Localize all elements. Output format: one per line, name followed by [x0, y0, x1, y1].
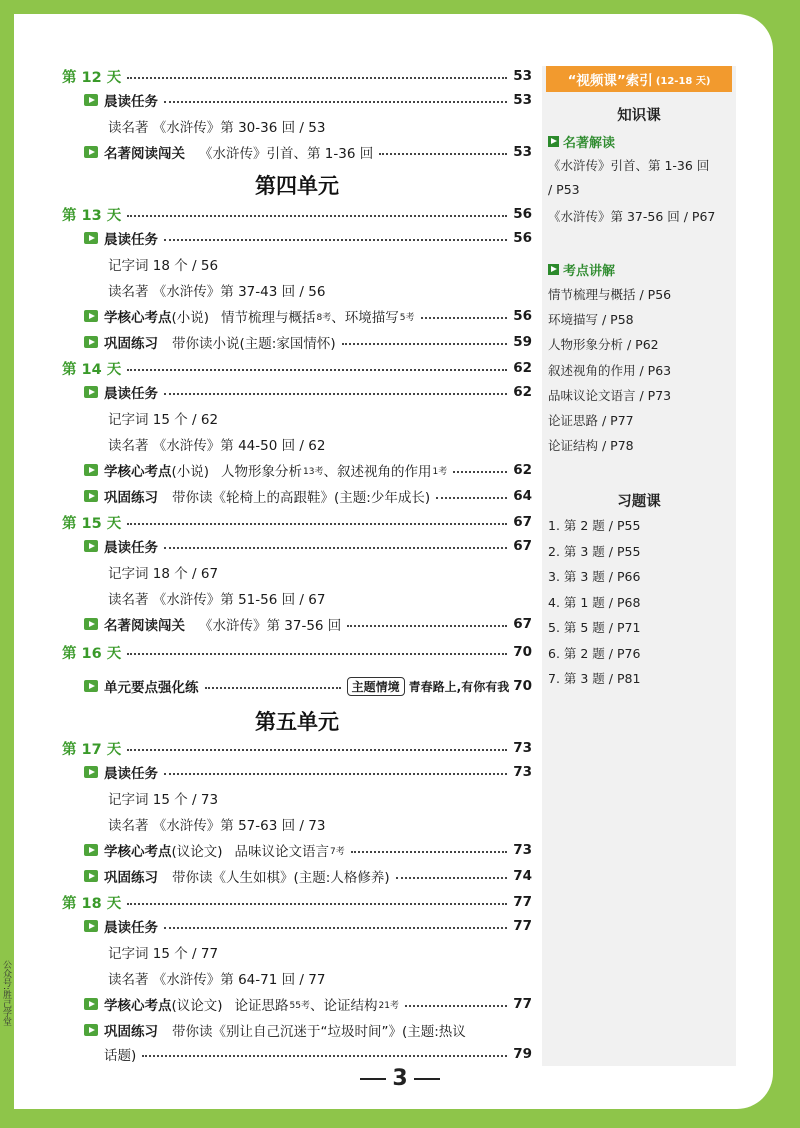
- day-title: 第 14 天: [62, 361, 122, 378]
- detail-text: 读名著 《水浒传》第 37-43 回 / 56: [108, 284, 326, 300]
- page-ref: 79: [513, 1046, 532, 1062]
- task-row[interactable]: [84, 226, 532, 250]
- play-icon: [84, 920, 98, 932]
- play-icon: [84, 232, 98, 244]
- leader-dots: [127, 653, 507, 655]
- page-ref: 74: [513, 868, 532, 884]
- task-genre: (小说): [171, 464, 210, 480]
- detail-row: [108, 406, 532, 430]
- topic-text: 情节梳理与概括: [221, 310, 316, 326]
- detail-row: [108, 114, 532, 138]
- detail-text: 记字词 15 个 / 77: [108, 946, 219, 962]
- task-row[interactable]: [84, 140, 532, 164]
- day-13-row[interactable]: [62, 202, 532, 226]
- page-ref: 77: [513, 894, 532, 910]
- detail-text: 读名著 《水浒传》第 30-36 回 / 53: [108, 120, 326, 136]
- page-ref: 56: [513, 230, 532, 246]
- detail-row: [108, 432, 532, 456]
- day-title: 第 17 天: [62, 741, 122, 758]
- leader-dots: [127, 749, 507, 751]
- index-item[interactable]: 品味议论文语言 / P73: [548, 388, 672, 403]
- index-item[interactable]: 1. 第 2 题 / P55: [548, 518, 641, 533]
- task-row[interactable]: [84, 458, 532, 482]
- exam-count: 13考: [303, 466, 324, 477]
- day-14-row[interactable]: [62, 356, 532, 380]
- index-item[interactable]: 4. 第 1 题 / P68: [548, 595, 641, 610]
- task-row[interactable]: [84, 914, 532, 938]
- page-ref: 59: [513, 334, 532, 350]
- play-icon: [84, 618, 98, 630]
- task-label: 晨读任务: [104, 232, 158, 248]
- exam-count: 1考: [432, 466, 448, 477]
- leader-dots: [164, 393, 507, 395]
- index-item[interactable]: 论证结构 / P78: [548, 438, 634, 453]
- index-item[interactable]: 3. 第 3 题 / P66: [548, 569, 641, 584]
- detail-text: 记字词 18 个 / 56: [108, 258, 219, 274]
- play-icon: [84, 146, 98, 158]
- theme-badge: 主题情境: [347, 677, 405, 696]
- leader-dots: [164, 101, 507, 103]
- task-label: 巩固练习: [104, 1024, 158, 1040]
- detail-row: [108, 940, 532, 964]
- leader-dots: [127, 369, 507, 371]
- leader-dots: [142, 1055, 507, 1057]
- leader-dots: [436, 497, 507, 499]
- divider: [360, 1078, 386, 1080]
- page-ref: 77: [513, 918, 532, 934]
- task-label: 学核心考点: [104, 310, 172, 326]
- unit-heading: 第五单元: [255, 709, 339, 734]
- index-title: “视频课”索引: [567, 73, 653, 89]
- exam-count: 21考: [378, 1000, 399, 1011]
- side-note: 公众号:胜己学堂: [1, 960, 11, 1027]
- index-item[interactable]: / P53: [548, 182, 580, 197]
- leader-dots: [164, 773, 507, 775]
- detail-text: 记字词 18 个 / 67: [108, 566, 219, 582]
- day-18-row[interactable]: [62, 890, 532, 914]
- play-icon: [84, 464, 98, 476]
- task-row[interactable]: [84, 534, 532, 558]
- topic-text: 、叙述视角的作用: [323, 464, 432, 480]
- detail-row: [108, 812, 532, 836]
- task-extra: 话题): [104, 1048, 137, 1064]
- play-icon: [84, 870, 98, 882]
- index-item[interactable]: 情节梳理与概括 / P56: [548, 287, 672, 302]
- leader-dots: [351, 851, 507, 853]
- detail-row: [108, 560, 532, 584]
- task-extra: 带你读《轮椅上的高跟鞋》(主题:少年成长): [172, 490, 431, 506]
- task-row[interactable]: [84, 992, 532, 1016]
- day-title: 第 16 天: [62, 645, 122, 662]
- detail-text: 读名著 《水浒传》第 51-56 回 / 67: [108, 592, 326, 608]
- day-15-row[interactable]: [62, 510, 532, 534]
- play-icon: [84, 680, 98, 692]
- leader-dots: [164, 547, 507, 549]
- day-title: 第 15 天: [62, 515, 122, 532]
- leader-dots: [127, 77, 507, 79]
- task-label: 学核心考点: [104, 844, 172, 860]
- page-ref: 64: [513, 488, 532, 504]
- day-16-row[interactable]: [62, 640, 532, 664]
- day-17-row[interactable]: [62, 736, 532, 760]
- day-12-row[interactable]: [62, 64, 532, 88]
- theme-text: 青春路上,有你有我: [408, 679, 510, 694]
- task-extra: 《水浒传》引首、第 1-36 回: [199, 146, 374, 162]
- leader-dots: [164, 927, 507, 929]
- topic-text: 品味议论文语言: [234, 844, 330, 860]
- index-item[interactable]: 6. 第 2 题 / P76: [548, 646, 641, 661]
- detail-text: 记字词 15 个 / 73: [108, 792, 219, 808]
- divider: [414, 1078, 440, 1080]
- detail-text: 读名著 《水浒传》第 57-63 回 / 73: [108, 818, 326, 834]
- page-ref: 73: [513, 740, 532, 756]
- task-row[interactable]: [84, 330, 532, 354]
- page-ref: 70: [513, 644, 532, 660]
- page-ref: 53: [513, 92, 532, 108]
- category-label: 名著解读: [563, 136, 616, 151]
- task-label: 学核心考点: [104, 998, 172, 1014]
- play-icon: [84, 998, 98, 1010]
- index-item[interactable]: 《水浒传》引首、第 1-36 回: [548, 158, 710, 173]
- task-row[interactable]: [84, 760, 532, 784]
- page-ref: 62: [513, 384, 532, 400]
- task-genre: (小说): [171, 310, 210, 326]
- index-header: [546, 66, 732, 92]
- page-ref: 73: [513, 764, 532, 780]
- index-item[interactable]: 2. 第 3 题 / P55: [548, 544, 641, 559]
- topic-text: 人物形象分析: [221, 464, 303, 480]
- play-icon: [548, 136, 559, 147]
- task-row[interactable]: [84, 1018, 532, 1042]
- exam-count: 8考: [316, 312, 332, 323]
- category-exam-points: [548, 260, 615, 279]
- page-number-footer: [0, 1066, 800, 1091]
- task-row[interactable]: [84, 674, 532, 698]
- page-ref: 67: [513, 538, 532, 554]
- task-label: 巩固练习: [104, 870, 158, 886]
- topic-text: 、论证结构: [310, 998, 378, 1014]
- video-course-index: [542, 66, 736, 1066]
- play-icon: [548, 264, 559, 275]
- page-number: 3: [392, 1066, 408, 1091]
- leader-dots: [342, 343, 508, 345]
- detail-row: [108, 966, 532, 990]
- page-ref: 53: [513, 144, 532, 160]
- task-label: 晨读任务: [104, 386, 158, 402]
- play-icon: [84, 310, 98, 322]
- leader-dots: [127, 903, 507, 905]
- page-ref: 53: [513, 68, 532, 84]
- task-row-continued[interactable]: [84, 1042, 532, 1066]
- category-classic-reading: [548, 132, 615, 151]
- leader-dots: [127, 523, 507, 525]
- day-title: 第 13 天: [62, 207, 122, 224]
- page-ref: 67: [513, 514, 532, 530]
- page-ref: 70: [513, 678, 532, 694]
- page-ref: 56: [513, 206, 532, 222]
- topic-text: 论证思路: [234, 998, 289, 1014]
- play-icon: [84, 490, 98, 502]
- index-item[interactable]: 5. 第 5 题 / P71: [548, 620, 641, 635]
- day-title: 第 18 天: [62, 895, 122, 912]
- task-label: 晨读任务: [104, 94, 158, 110]
- page-ref: 56: [513, 308, 532, 324]
- page-ref: 62: [513, 360, 532, 376]
- task-label: 巩固练习: [104, 490, 158, 506]
- task-label: 学核心考点: [104, 464, 172, 480]
- task-genre: (议论文): [171, 844, 223, 860]
- page-ref: 73: [513, 842, 532, 858]
- index-item[interactable]: 环境描写 / P58: [548, 312, 634, 327]
- page-ref: 77: [513, 996, 532, 1012]
- index-item[interactable]: 《水浒传》第 37-56 回 / P67: [548, 209, 716, 224]
- knowledge-heading: 知识课: [617, 108, 661, 124]
- task-label: 晨读任务: [104, 766, 158, 782]
- task-label: 单元要点强化练: [104, 680, 199, 696]
- task-row[interactable]: [84, 88, 532, 112]
- task-extra: 带你读小说(主题:家国情怀): [172, 336, 336, 352]
- topic-text: 、环境描写: [331, 310, 399, 326]
- task-label: 名著阅读闯关: [104, 146, 185, 162]
- leader-dots: [379, 153, 507, 155]
- detail-row: [108, 252, 532, 276]
- unit-heading: 第四单元: [255, 173, 339, 198]
- leader-dots: [421, 317, 508, 319]
- play-icon: [84, 1024, 98, 1036]
- play-icon: [84, 766, 98, 778]
- detail-row: [108, 278, 532, 302]
- leader-dots: [453, 471, 507, 473]
- task-extra: 带你读《别让自己沉迷于“垃圾时间”》(主题:热议: [172, 1024, 466, 1040]
- task-row[interactable]: [84, 304, 532, 328]
- task-row[interactable]: [84, 838, 532, 862]
- detail-text: 记字词 15 个 / 62: [108, 412, 219, 428]
- category-label: 考点讲解: [563, 264, 616, 279]
- play-icon: [84, 336, 98, 348]
- task-row[interactable]: [84, 484, 532, 508]
- detail-text: 读名著 《水浒传》第 64-71 回 / 77: [108, 972, 326, 988]
- task-row[interactable]: [84, 380, 532, 404]
- index-range: (12-18 天): [655, 75, 711, 87]
- play-icon: [84, 94, 98, 106]
- detail-text: 读名著 《水浒传》第 44-50 回 / 62: [108, 438, 326, 454]
- task-label: 晨读任务: [104, 540, 158, 556]
- leader-dots: [347, 625, 507, 627]
- exam-count: 55考: [289, 1000, 310, 1011]
- task-row[interactable]: [84, 864, 532, 888]
- task-genre: (议论文): [171, 998, 223, 1014]
- task-extra: 《水浒传》第 37-56 回: [199, 618, 342, 634]
- leader-dots: [205, 687, 341, 689]
- detail-row: [108, 786, 532, 810]
- leader-dots: [405, 1005, 507, 1007]
- leader-dots: [164, 239, 507, 241]
- leader-dots: [396, 877, 508, 879]
- play-icon: [84, 386, 98, 398]
- task-label: 巩固练习: [104, 336, 158, 352]
- exercise-heading: 习题课: [617, 494, 661, 510]
- task-row[interactable]: [84, 612, 532, 636]
- task-label: 名著阅读闯关: [104, 618, 185, 634]
- index-item[interactable]: 论证思路 / P77: [548, 413, 634, 428]
- exam-count: 5考: [399, 312, 415, 323]
- index-item[interactable]: 7. 第 3 题 / P81: [548, 671, 641, 686]
- leader-dots: [127, 215, 507, 217]
- play-icon: [84, 540, 98, 552]
- page-ref: 67: [513, 616, 532, 632]
- page-ref: 62: [513, 462, 532, 478]
- task-label: 晨读任务: [104, 920, 158, 936]
- play-icon: [84, 844, 98, 856]
- task-extra: 带你读《人生如棋》(主题:人格修养): [172, 870, 390, 886]
- day-title: 第 12 天: [62, 69, 122, 86]
- detail-row: [108, 586, 532, 610]
- index-item[interactable]: 人物形象分析 / P62: [548, 337, 659, 352]
- exam-count: 7考: [330, 846, 345, 857]
- index-item[interactable]: 叙述视角的作用 / P63: [548, 363, 672, 378]
